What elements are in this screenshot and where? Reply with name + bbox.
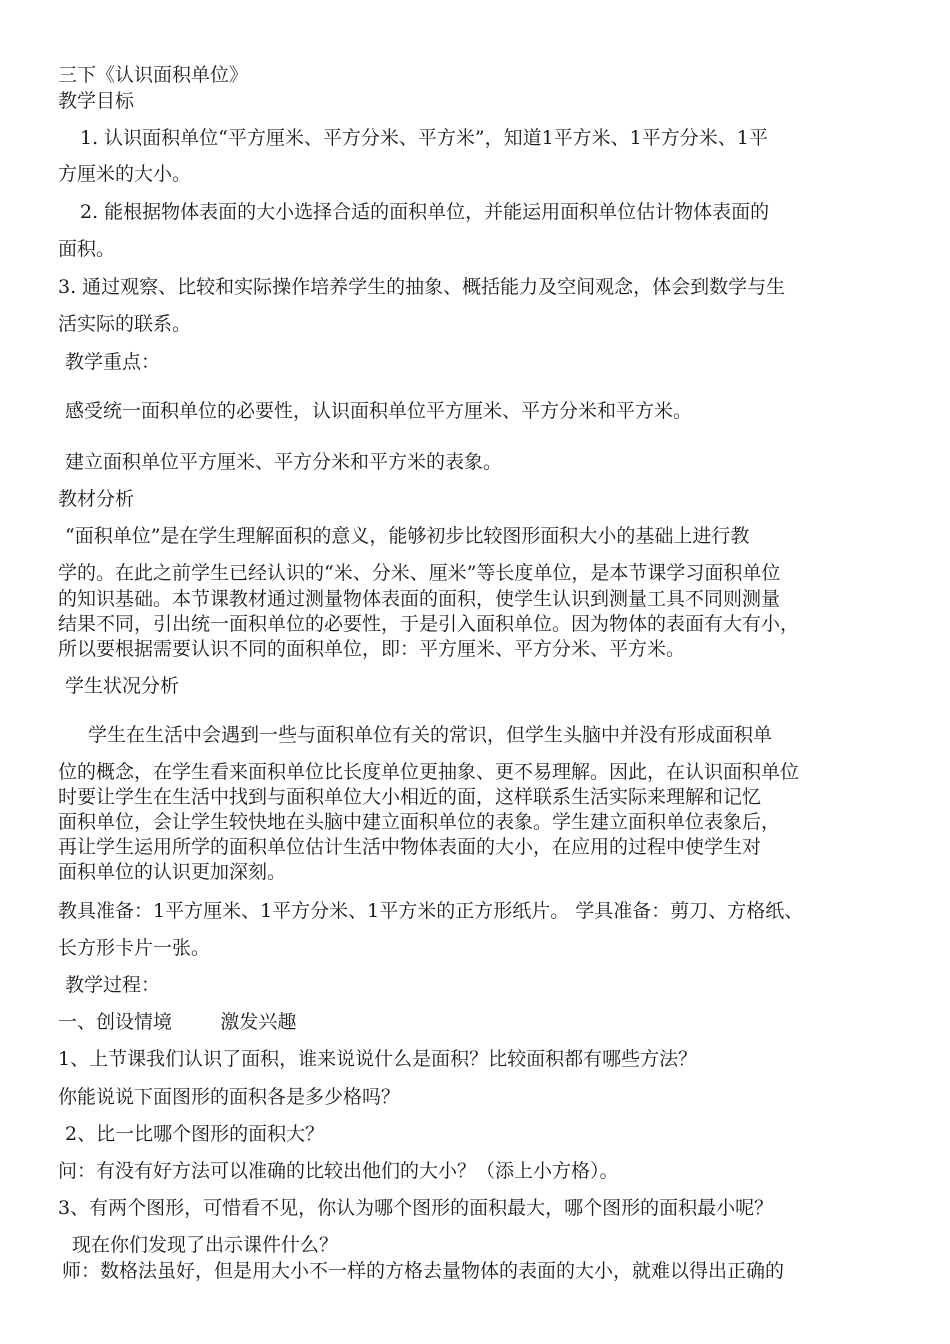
doc-title: 三下《认识面积单位》	[58, 64, 249, 86]
question-1: 1、上节课我们认识了面积，谁来说说什么是面积？比较面积都有哪些方法？	[58, 1048, 698, 1070]
material-line-4: 结果不同，引出统一面积单位的必要性，于是引入面积单位。因为物体的表面有大有小，	[58, 613, 800, 635]
student-line-4: 面积单位，会让学生较快地在头脑中建立面积单位的表象。学生建立面积单位表象后，	[58, 811, 781, 833]
tools-line-1: 教具准备：1平方厘米、1平方分米、1平方米的正方形纸片。 学具准备：剪刀、方格纸、	[58, 900, 804, 922]
question-2b: 问：有没有好方法可以准确的比较出他们的大小？（添上小方格）。	[58, 1160, 619, 1182]
goals-heading: 教学目标	[58, 90, 135, 112]
student-line-2: 位的概念，在学生看来面积单位比长度单位更抽象、更不易理解。因此，在认识面积单位	[58, 761, 800, 783]
student-line-1: 学生在生活中会遇到一些与面积单位有关的常识，但学生头脑中并没有形成面积单	[88, 724, 773, 746]
material-line-3: 的知识基础。本节课教材通过测量物体表面的面积，使学生认识到测量工具不同则测量	[58, 588, 781, 610]
student-line-3: 时要让学生在生活中找到与面积单位大小相近的面，这样联系生活实际来理解和记忆	[58, 786, 762, 808]
process-heading: 教学过程：	[65, 974, 161, 996]
section-1-heading: 一、创设情境 激发兴趣	[58, 1011, 297, 1033]
goal-1-line-2: 方厘米的大小。	[58, 163, 192, 185]
material-heading: 教材分析	[58, 488, 135, 510]
goal-3-line-1: 3. 通过观察、比较和实际操作培养学生的抽象、概括能力及空间观念，体会到数学与生	[58, 276, 786, 298]
student-line-5: 再让学生运用所学的面积单位估计生活中物体表面的大小，在应用的过程中使学生对	[58, 836, 762, 858]
key-points-heading: 教学重点：	[65, 351, 161, 373]
goal-1-line-1: 1. 认识面积单位“平方厘米、平方分米、平方米”，知道1平方米、1平方分米、1平	[80, 127, 768, 149]
question-3b: 现在你们发现了出示课件什么？	[72, 1234, 339, 1256]
goal-2-line-1: 2. 能根据物体表面的大小选择合适的面积单位，并能运用面积单位估计物体表面的	[80, 201, 770, 223]
material-line-1: “面积单位”是在学生理解面积的意义，能够初步比较图形面积大小的基础上进行教	[65, 525, 750, 547]
student-analysis-heading: 学生状况分析	[65, 675, 180, 697]
teacher-line: 师：数格法虽好，但是用大小不一样的方格去量物体的表面的大小，就难以得出正确的	[62, 1260, 785, 1282]
question-2: 2、比一比哪个图形的面积大？	[65, 1123, 325, 1145]
student-line-6: 面积单位的认识更加深刻。	[58, 861, 287, 883]
material-line-5: 所以要根据需要认识不同的面积单位，即：平方厘米、平方分米、平方米。	[58, 638, 686, 660]
key-point-1: 感受统一面积单位的必要性，认识面积单位平方厘米、平方分米和平方米。	[65, 400, 693, 422]
goal-2-line-2: 面积。	[58, 238, 116, 260]
question-3: 3、有两个图形，可惜看不见，你认为哪个图形的面积最大，哪个图形的面积最小呢？	[58, 1197, 774, 1219]
goal-3-line-2: 活实际的联系。	[58, 313, 192, 335]
tools-line-2: 长方形卡片一张。	[58, 937, 211, 959]
material-line-2: 学的。在此之前学生已经认识的“米、分米、厘米”等长度单位，是本节课学习面积单位	[58, 562, 781, 584]
question-1b: 你能说说下面图形的面积各是多少格吗？	[58, 1086, 401, 1108]
key-point-2: 建立面积单位平方厘米、平方分米和平方米的表象。	[65, 451, 503, 473]
